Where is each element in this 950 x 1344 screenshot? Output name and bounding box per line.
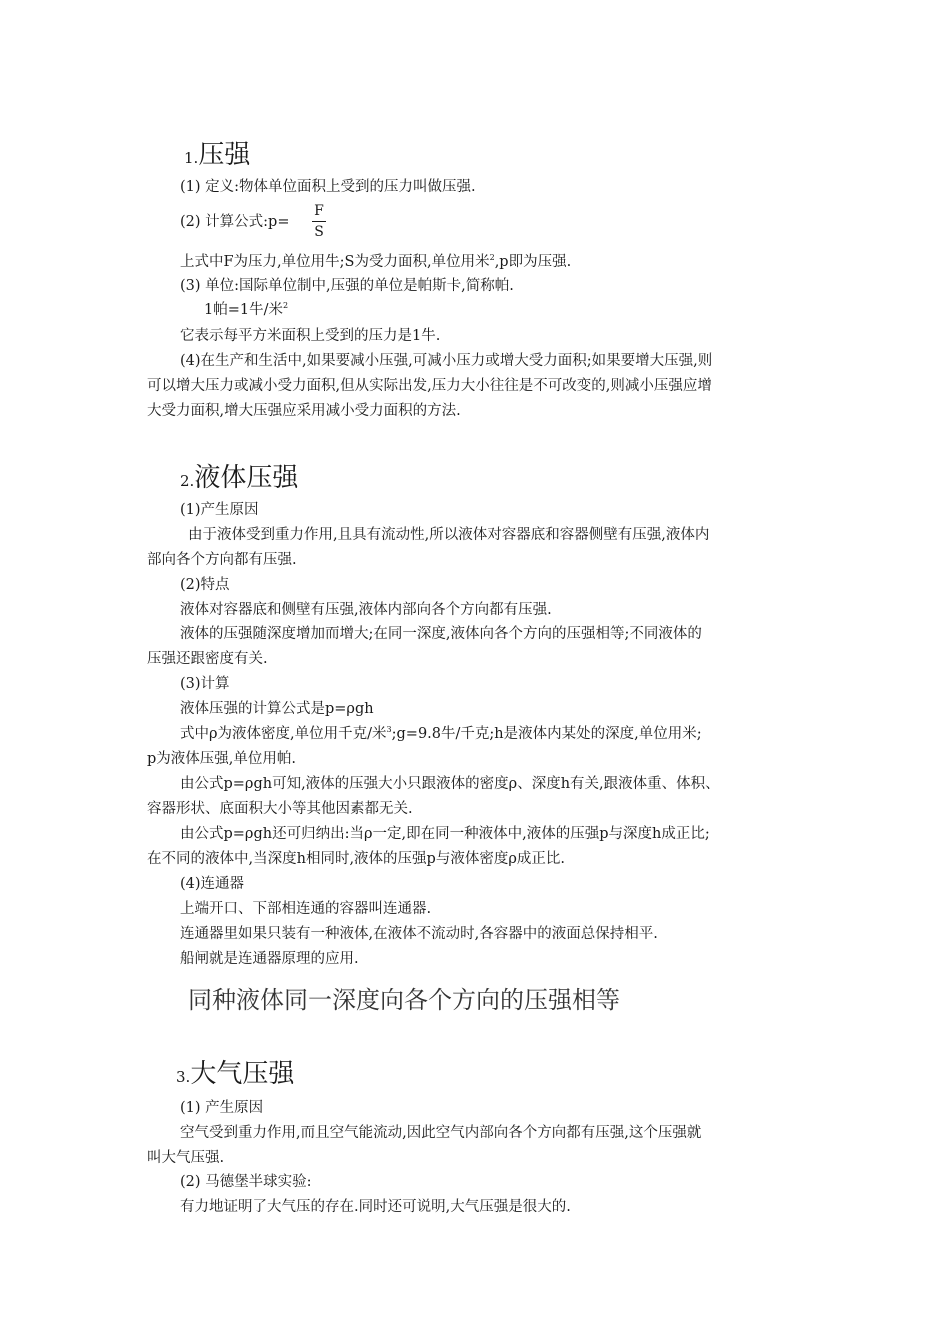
s2-connector-heading: (4)连通器 <box>180 876 245 892</box>
s2-calc-line-5: 容器形状、底面积大小等其他因素都无关. <box>147 801 413 817</box>
s3-cause-heading: (1) 产生原因 <box>180 1100 264 1116</box>
superscript: 2 <box>489 253 495 262</box>
s1-p4-line-1: (4)在生产和生活中,如果要减小压强,可减小压力或增大受力面积;如果要增大压强,则 <box>180 353 713 369</box>
s1-p4-line-3: 大受力面积,增大压强应采用减小受力面积的方法. <box>147 403 461 419</box>
s1-pascal-text: 1帕=1牛/米 <box>204 302 283 318</box>
superscript: 3 <box>386 725 392 734</box>
s3-experiment-heading: (2) 马德堡半球实验: <box>180 1174 312 1190</box>
section-1-title: 压强 <box>198 140 251 170</box>
s1-unit: (3) 单位:国际单位制中,压强的单位是帕斯卡,简称帕. <box>180 278 514 294</box>
s2-features-line-1: 液体对容器底和侧壁有压强,液体内部向各个方向都有压强. <box>180 602 552 618</box>
s2-calc-line-2 <box>180 724 702 744</box>
s2-connector-line-2: 连通器里如果只装有一种液体,在液体不流动时,各容器中的液面总保持相平. <box>180 926 658 942</box>
s2-features-line-3: 压强还跟密度有关. <box>147 651 268 667</box>
fraction-numerator: F <box>314 203 324 219</box>
s2-calc-line-2-text-end: ;g=9.8牛/千克;h是液体内某处的深度,单位用米; <box>391 726 702 742</box>
s1-p4-line-2: 可以增大压力或减小受力面积,但从实际出发,压力大小往往是不可改变的,则减小压强应增 <box>147 378 712 394</box>
s2-calc-line-4: 由公式p=ρgh可知,液体的压强大小只跟液体的密度ρ、深度h有关,跟液体重、体积、 <box>180 776 720 792</box>
s2-calc-line-6: 由公式p=ρgh还可归纳出:当ρ一定,即在同一种液体中,液体的压强p与深度h成正比; <box>180 826 710 842</box>
s2-calc-line-1: 液体压强的计算公式是p=ρgh <box>180 701 374 717</box>
s1-variables <box>180 252 571 272</box>
s2-cause-line-1: 由于液体受到重力作用,且具有流动性,所以液体对容器底和容器侧壁有压强,液体内 <box>188 527 710 543</box>
s2-cause-line-2: 部向各个方向都有压强. <box>147 552 297 568</box>
s3-cause-line-1: 空气受到重力作用,而且空气能流动,因此空气内部向各个方向都有压强,这个压强就 <box>180 1125 702 1141</box>
s1-variables-text-end: ,p即为压强. <box>494 254 572 270</box>
s3-experiment-line-1: 有力地证明了大气压的存在.同时还可说明,大气压强是很大的. <box>180 1199 571 1215</box>
s2-features-heading: (2)特点 <box>180 577 230 593</box>
s1-pascal-def <box>204 300 288 320</box>
s1-formula-label: (2) 计算公式:p= <box>180 214 290 230</box>
section-2-number: 2. <box>180 472 195 490</box>
s1-meaning: 它表示每平方米面积上受到的压力是1牛. <box>180 328 441 344</box>
section-1-number: 1. <box>184 149 199 167</box>
s3-cause-line-2: 叫大气压强. <box>147 1150 225 1166</box>
s2-calc-line-7: 在不同的液体中,当深度h相同时,液体的压强p与液体密度ρ成正比. <box>147 851 565 867</box>
section-3-title: 大气压强 <box>190 1059 295 1089</box>
s1-variables-text: 上式中F为压力,单位用牛;S为受力面积,单位用米 <box>180 254 490 270</box>
s2-calc-line-2-text: 式中ρ为液体密度,单位用千克/米 <box>180 726 387 742</box>
fraction-denominator: S <box>314 224 324 240</box>
s2-calc-heading: (3)计算 <box>180 676 230 692</box>
s2-features-line-2: 液体的压强随深度增加而增大;在同一深度,液体向各个方向的压强相等;不同液体的 <box>180 626 702 642</box>
superscript: 2 <box>283 301 289 310</box>
section-2-title: 液体压强 <box>194 463 299 493</box>
s2-connector-line-3: 船闸就是连通器原理的应用. <box>180 951 359 967</box>
section-2-heading <box>180 457 298 494</box>
s2-highlight-banner: 同种液体同一深度向各个方向的压强相等 <box>188 986 620 1014</box>
s1-definition: (1) 定义:物体单位面积上受到的压力叫做压强. <box>180 179 476 195</box>
section-1-heading <box>184 134 250 171</box>
section-3-number: 3. <box>176 1068 191 1086</box>
s2-cause-heading: (1)产生原因 <box>180 502 259 518</box>
section-3-heading <box>176 1053 294 1090</box>
s1-formula-fraction <box>312 203 326 240</box>
fraction-bar <box>312 221 326 222</box>
s2-calc-line-3: p为液体压强,单位用帕. <box>147 751 296 767</box>
s2-connector-line-1: 上端开口、下部相连通的容器叫连通器. <box>180 901 432 917</box>
